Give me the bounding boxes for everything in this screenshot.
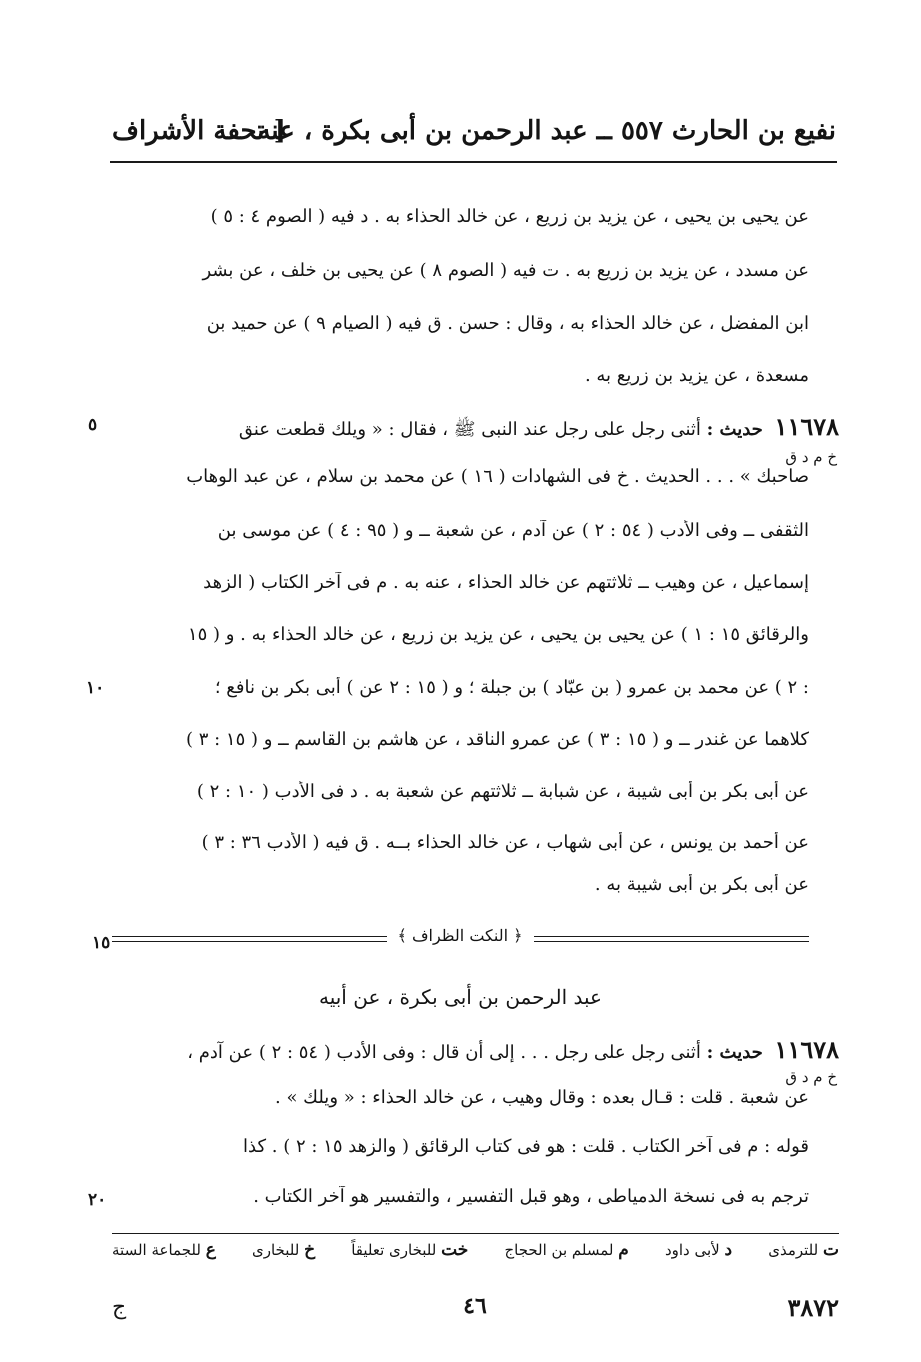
text-line: عن أحمد بن يونس ، عن أبى شهاب ، عن خالد الحذاء بــه . ق فيه ( الأدب ٣٦ : ٣ ) — [201, 832, 809, 853]
legend-entry — [504, 1240, 628, 1268]
margin-line-number: ٥ — [88, 415, 98, 435]
legend-code: خ — [304, 1240, 316, 1260]
divider-rule-right — [534, 936, 809, 942]
text-line: ابن المفضل ، عن خالد الحذاء به ، وقال : حسن . ق فيه ( الصيام ٩ ) عن حميد بن — [206, 313, 809, 334]
divider-label: ﴿ النكت الظراف ﴾ — [397, 926, 523, 945]
legend-text: للجماعة الستة — [112, 1241, 201, 1259]
hadith-text: أثنى رجل على رجل . . . إلى أن قال : وفى الأدب ( ٥٤ : ٢ ) عن آدم ، — [187, 1042, 701, 1063]
text-line: والرقائق ١٥ : ١ ) عن يحيى بن يحيى ، عن يزيد بن زريع ، عن خالد الحذاء به . و ( ١٥ — [187, 624, 809, 645]
hadith-first-line — [112, 1035, 839, 1064]
header-rule — [110, 161, 837, 163]
legend-code: د — [724, 1240, 733, 1260]
divider-rule-left — [112, 936, 387, 942]
text-line: : ٢ ) عن محمد بن عمرو ( بن عبّاد ) بن جبلة ؛ و ( ١٥ : ٢ عن ) أبى بكر بن نافع ؛ — [214, 677, 809, 698]
hadith-number: ١١٦٧٨ — [774, 1035, 839, 1064]
hadith-label: حديث : — [706, 1042, 763, 1063]
volume-number: ٣٨٧٢ — [787, 1293, 839, 1322]
hadith-number: ١١٦٧٨ — [774, 412, 839, 441]
text-line: عن مسدد ، عن يزيد بن زريع به . ت فيه ( الصوم ٨ ) عن يحيى بن خلف ، عن بشر — [202, 260, 809, 281]
legend-text: للترمذى — [768, 1241, 819, 1259]
legend-code: م — [618, 1240, 629, 1260]
text-line: مسعدة ، عن يزيد بن زريع به . — [584, 365, 809, 386]
sigla-marginal: خ م د ق — [785, 1068, 837, 1086]
legend-entry — [351, 1240, 468, 1268]
signature-mark: ج — [112, 1295, 127, 1320]
header-book-name: [ تحفة الأشراف — [112, 116, 286, 146]
text-line: قوله : م فى آخر الكتاب . قلت : هو فى كتاب الرقائق ( والزهد ١٥ : ٢ ) . كذا — [243, 1136, 809, 1157]
text-line: صاحبك » . . . الحديث . خ فى الشهادات ( ١٦ ) عن محمد بن سلام ، عن عبد الوهاب — [186, 466, 809, 487]
header-title: نفيع بن الحارث ٥٥٧ ــ عبد الرحمن بن أبى بكرة ، عنه — [257, 116, 836, 146]
legend-entry — [768, 1240, 839, 1268]
legend-entry — [252, 1240, 315, 1268]
legend-entry — [112, 1240, 216, 1268]
text-line: إسماعيل ، عن وهيب ــ ثلاثتهم عن خالد الحذاء ، عنه به . م فى آخر الكتاب ( الزهد — [203, 572, 809, 593]
footer-rule — [112, 1233, 839, 1234]
legend-code: خت — [441, 1240, 469, 1260]
text-line: عن أبى بكر بن أبى شيبة ، عن شبابة ــ ثلاثتهم عن شعبة به . د فى الأدب ( ١٠ : ٢ ) — [196, 781, 809, 802]
page-number: ٤٦ — [463, 1293, 487, 1319]
running-header — [112, 112, 836, 156]
text-line: عن يحيى بن يحيى ، عن يزيد بن زريع ، عن خالد الحذاء به . د فيه ( الصوم ٤ : ٥ ) — [210, 206, 809, 227]
margin-line-number: ١٠ — [86, 678, 105, 698]
legend-code: ت — [822, 1240, 839, 1260]
margin-line-number: ٢٠ — [88, 1190, 107, 1210]
hadith-first-line — [112, 412, 839, 444]
hadith-label: حديث : — [706, 419, 763, 440]
legend-text: لمسلم بن الحجاج — [504, 1241, 614, 1259]
legend-text: للبخارى — [251, 1241, 300, 1259]
nukat-divider — [112, 926, 809, 952]
margin-line-number: ١٥ — [92, 933, 111, 953]
sigla-legend — [112, 1240, 839, 1268]
text-line: عن أبى بكر بن أبى شيبة به . — [594, 874, 809, 895]
sigla-marginal: خ م د ق — [785, 448, 837, 466]
legend-entry — [665, 1240, 732, 1268]
legend-text: للبخارى تعليقاً — [351, 1241, 437, 1259]
legend-text: لأبى داود — [664, 1241, 720, 1259]
text-line: كلاهما عن غندر ــ و ( ١٥ : ٣ ) عن عمرو الناقد ، عن هاشم بن القاسم ــ و ( ١٥ : ٣ ) — [185, 729, 809, 750]
text-line: ترجم به فى نسخة الدمياطى ، وهو قبل التفسير ، والتفسير هو آخر الكتاب . — [253, 1186, 809, 1207]
section-subheading: عبد الرحمن بن أبى بكرة ، عن أبيه — [318, 985, 602, 1009]
hadith-text: أثنى رجل على رجل عند النبى ﷺ ، فقال : « ويلك قطعت عنق — [238, 419, 701, 440]
text-line: عن شعبة . قلت : قـال بعده : وقال وهيب ، عن خالد الحذاء : « ويلك » . — [275, 1087, 809, 1108]
text-line: الثقفى ــ وفى الأدب ( ٥٤ : ٢ ) عن آدم ، عن شعبة ــ و ( ٩٥ : ٤ ) عن موسى بن — [217, 520, 809, 541]
legend-code: ع — [205, 1240, 216, 1260]
